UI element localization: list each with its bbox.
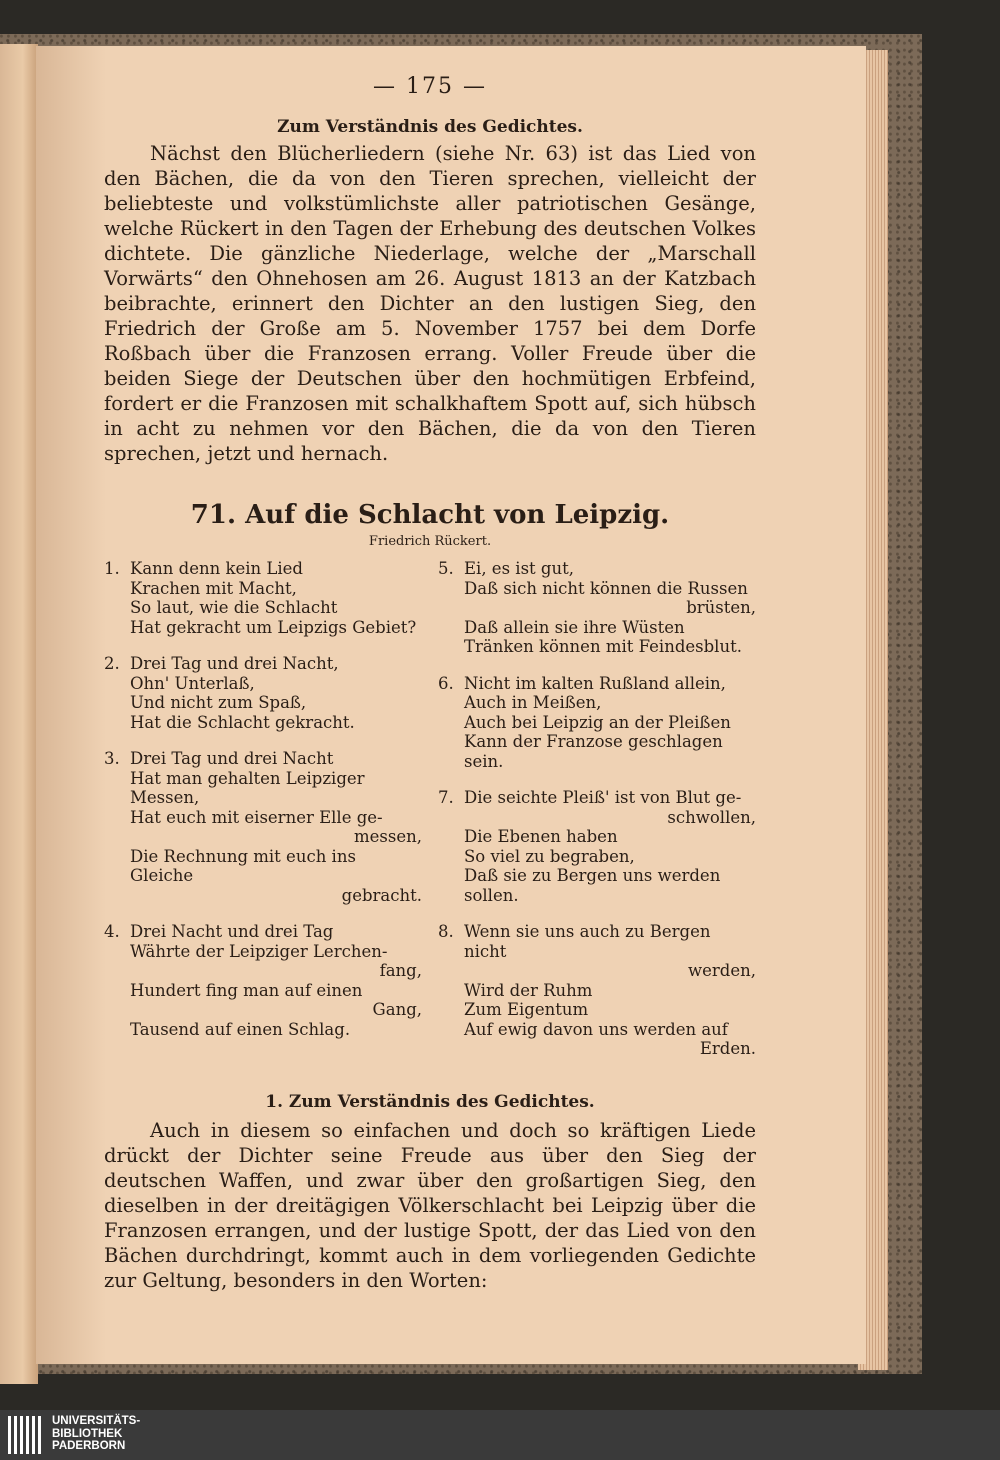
verse-line: Die seichte Pleiß' ist von Blut ge- [464, 788, 742, 807]
verse-line: So viel zu begraben, [464, 846, 635, 866]
stanza-number: 8. [438, 922, 454, 941]
verse-line: Die Rechnung mit euch ins Gleiche [130, 846, 356, 885]
verse-line: werden, [688, 961, 756, 980]
verse-line: Daß allein sie ihre Wüsten [464, 617, 685, 637]
library-name-line: BIBLIOTHEK [52, 1427, 123, 1440]
verse-line: Ohn' Unterlaß, [130, 673, 255, 693]
verse-line: Ei, es ist gut, [464, 559, 574, 578]
poem-columns [104, 559, 756, 1076]
page-content [104, 74, 756, 1293]
stanza-lines [130, 559, 422, 637]
verse-line: Hat euch mit eiserner Elle ge- [130, 807, 383, 827]
verse-line: gebracht. [341, 885, 422, 905]
stanza-lines [130, 749, 422, 905]
verse-line: Kann der Franzose geschlagen sein. [464, 732, 723, 771]
stanza-number: 4. [104, 922, 120, 941]
stanza-number: 6. [438, 673, 454, 693]
stanza [104, 559, 422, 637]
stanza-lines [464, 922, 756, 1059]
poem-column-right [438, 559, 756, 1076]
library-footer [0, 1410, 1000, 1460]
library-name [52, 1415, 140, 1453]
stanza [438, 674, 756, 772]
section-heading: Zum Verständnis des Gedichtes. [277, 117, 583, 137]
verse-line: Wenn sie uns auch zu Bergen nicht [464, 922, 711, 961]
verse-line: messen, [354, 827, 422, 846]
verse-line: Hat gekracht um Leipzigs Gebiet? [130, 617, 417, 637]
verse-line: fang, [379, 961, 422, 980]
poem-author: Friedrich Rückert. [368, 534, 492, 549]
verse-line: Drei Nacht und drei Tag [130, 922, 334, 941]
stanza-number: 7. [438, 788, 454, 807]
verse-line: schwollen, [667, 807, 756, 827]
verse-line: Daß sich nicht können die Russen [464, 578, 748, 598]
verse-line: Und nicht zum Spaß, [130, 693, 307, 712]
verse-line: Gang, [372, 1000, 422, 1019]
verse-line: Hat die Schlacht gekracht. [130, 712, 355, 732]
verse-line: Zum Eigentum [464, 1000, 589, 1019]
verse-line: Nicht im kalten Rußland allein, [464, 673, 726, 693]
verse-line: Hat man gehalten Leipziger Messen, [130, 768, 365, 807]
commentary-heading: 1. Zum Verständnis des Gedichtes. [265, 1091, 595, 1112]
stanza [104, 749, 422, 905]
poem-column-left [104, 559, 422, 1076]
section-paragraph: Nächst den Blücherliedern (siehe Nr. 63) ist das Lied von den Bächen, die da von den Tieren sprechen, vielleicht der beliebteste und volkstümlichste aller patriotischen Gesänge, welche Rückert in den Tagen der Erhebung des deutschen Volkes dichtete. Die gänzliche Niederlage, welche der „Marschall Vorwärts“ den Ohnehosen am 26. August 1813 an der Katzbach beibrachte, erinnert den Dichter an den lustigen Sieg, den Friedrich der Große am 5. November 1757 bei dem Dorfe Roßbach über die Franzosen errang. Voller Freude über die beiden Siege der Deutschen über den hochmütigen Erbfeind, fordert er die Franzosen mit schalkhaftem Spott auf, sich hübsch in acht zu nehmen vor den Bächen, die da von den Tieren sprechen, jetzt und hernach. [104, 142, 756, 465]
page-number: — 175 — [373, 74, 487, 99]
verse-line: Daß sie zu Bergen uns werden sollen. [464, 866, 721, 905]
verse-line: Auch bei Leipzig an der Pleißen [464, 712, 731, 732]
verse-line: Krachen mit Macht, [130, 578, 297, 598]
verse-line: Die Ebenen haben [464, 827, 618, 846]
stanza-lines [464, 674, 756, 772]
stanza-number: 5. [438, 559, 454, 578]
verse-line: Auf ewig davon uns werden auf [464, 1019, 728, 1039]
verse-line: Auch in Meißen, [464, 693, 602, 712]
stanza-number: 2. [104, 654, 120, 673]
verse-line: Drei Tag und drei Nacht [130, 749, 334, 768]
left-page-edge [0, 44, 38, 1384]
stanza [438, 559, 756, 657]
verse-line: brüsten, [686, 598, 756, 617]
stanza-lines [464, 559, 756, 657]
verse-line: Tausend auf einen Schlag. [130, 1019, 351, 1039]
stanza [438, 922, 756, 1059]
verse-line: So laut, wie die Schlacht [130, 598, 338, 617]
stanza-number: 3. [104, 749, 120, 768]
stanza-number: 1. [104, 559, 120, 578]
library-logo-icon [8, 1416, 44, 1454]
verse-line: Währte der Leipziger Lerchen- [130, 941, 388, 961]
stanza-lines [464, 788, 756, 905]
verse-line: Wird der Ruhm [464, 980, 593, 1000]
verse-line: Kann denn kein Lied [130, 559, 303, 578]
poem-title: 71. Auf die Schlacht von Leipzig. [190, 500, 670, 530]
stanza-lines [130, 654, 422, 732]
library-name-line: UNIVERSITÄTS- [52, 1415, 141, 1427]
stanza-lines [130, 922, 422, 1039]
stanza [104, 922, 422, 1039]
verse-line: Hundert fing man auf einen [130, 980, 363, 1000]
verse-line: Tränken können mit Feindesblut. [464, 637, 742, 656]
library-name-line: PADERBORN [52, 1440, 126, 1452]
commentary-paragraph: Auch in diesem so einfachen und doch so kräftigen Liede drückt der Dichter seine Freude aus über den Sieg der deutschen Waffen, und zwar über den großartigen Sieg, den dieselben in der dreitägigen Völkerschlacht bei Leipzig über die Franzosen errangen, und der lustige Spott, der das Lied von den Bächen durchdringt, kommt auch in dem vorliegenden Gedichte zur Geltung, besonders in den Worten: [104, 1118, 756, 1292]
stanza [438, 788, 756, 905]
stanza [104, 654, 422, 732]
verse-line: Erden. [699, 1039, 756, 1058]
verse-line: Drei Tag und drei Nacht, [130, 654, 339, 673]
